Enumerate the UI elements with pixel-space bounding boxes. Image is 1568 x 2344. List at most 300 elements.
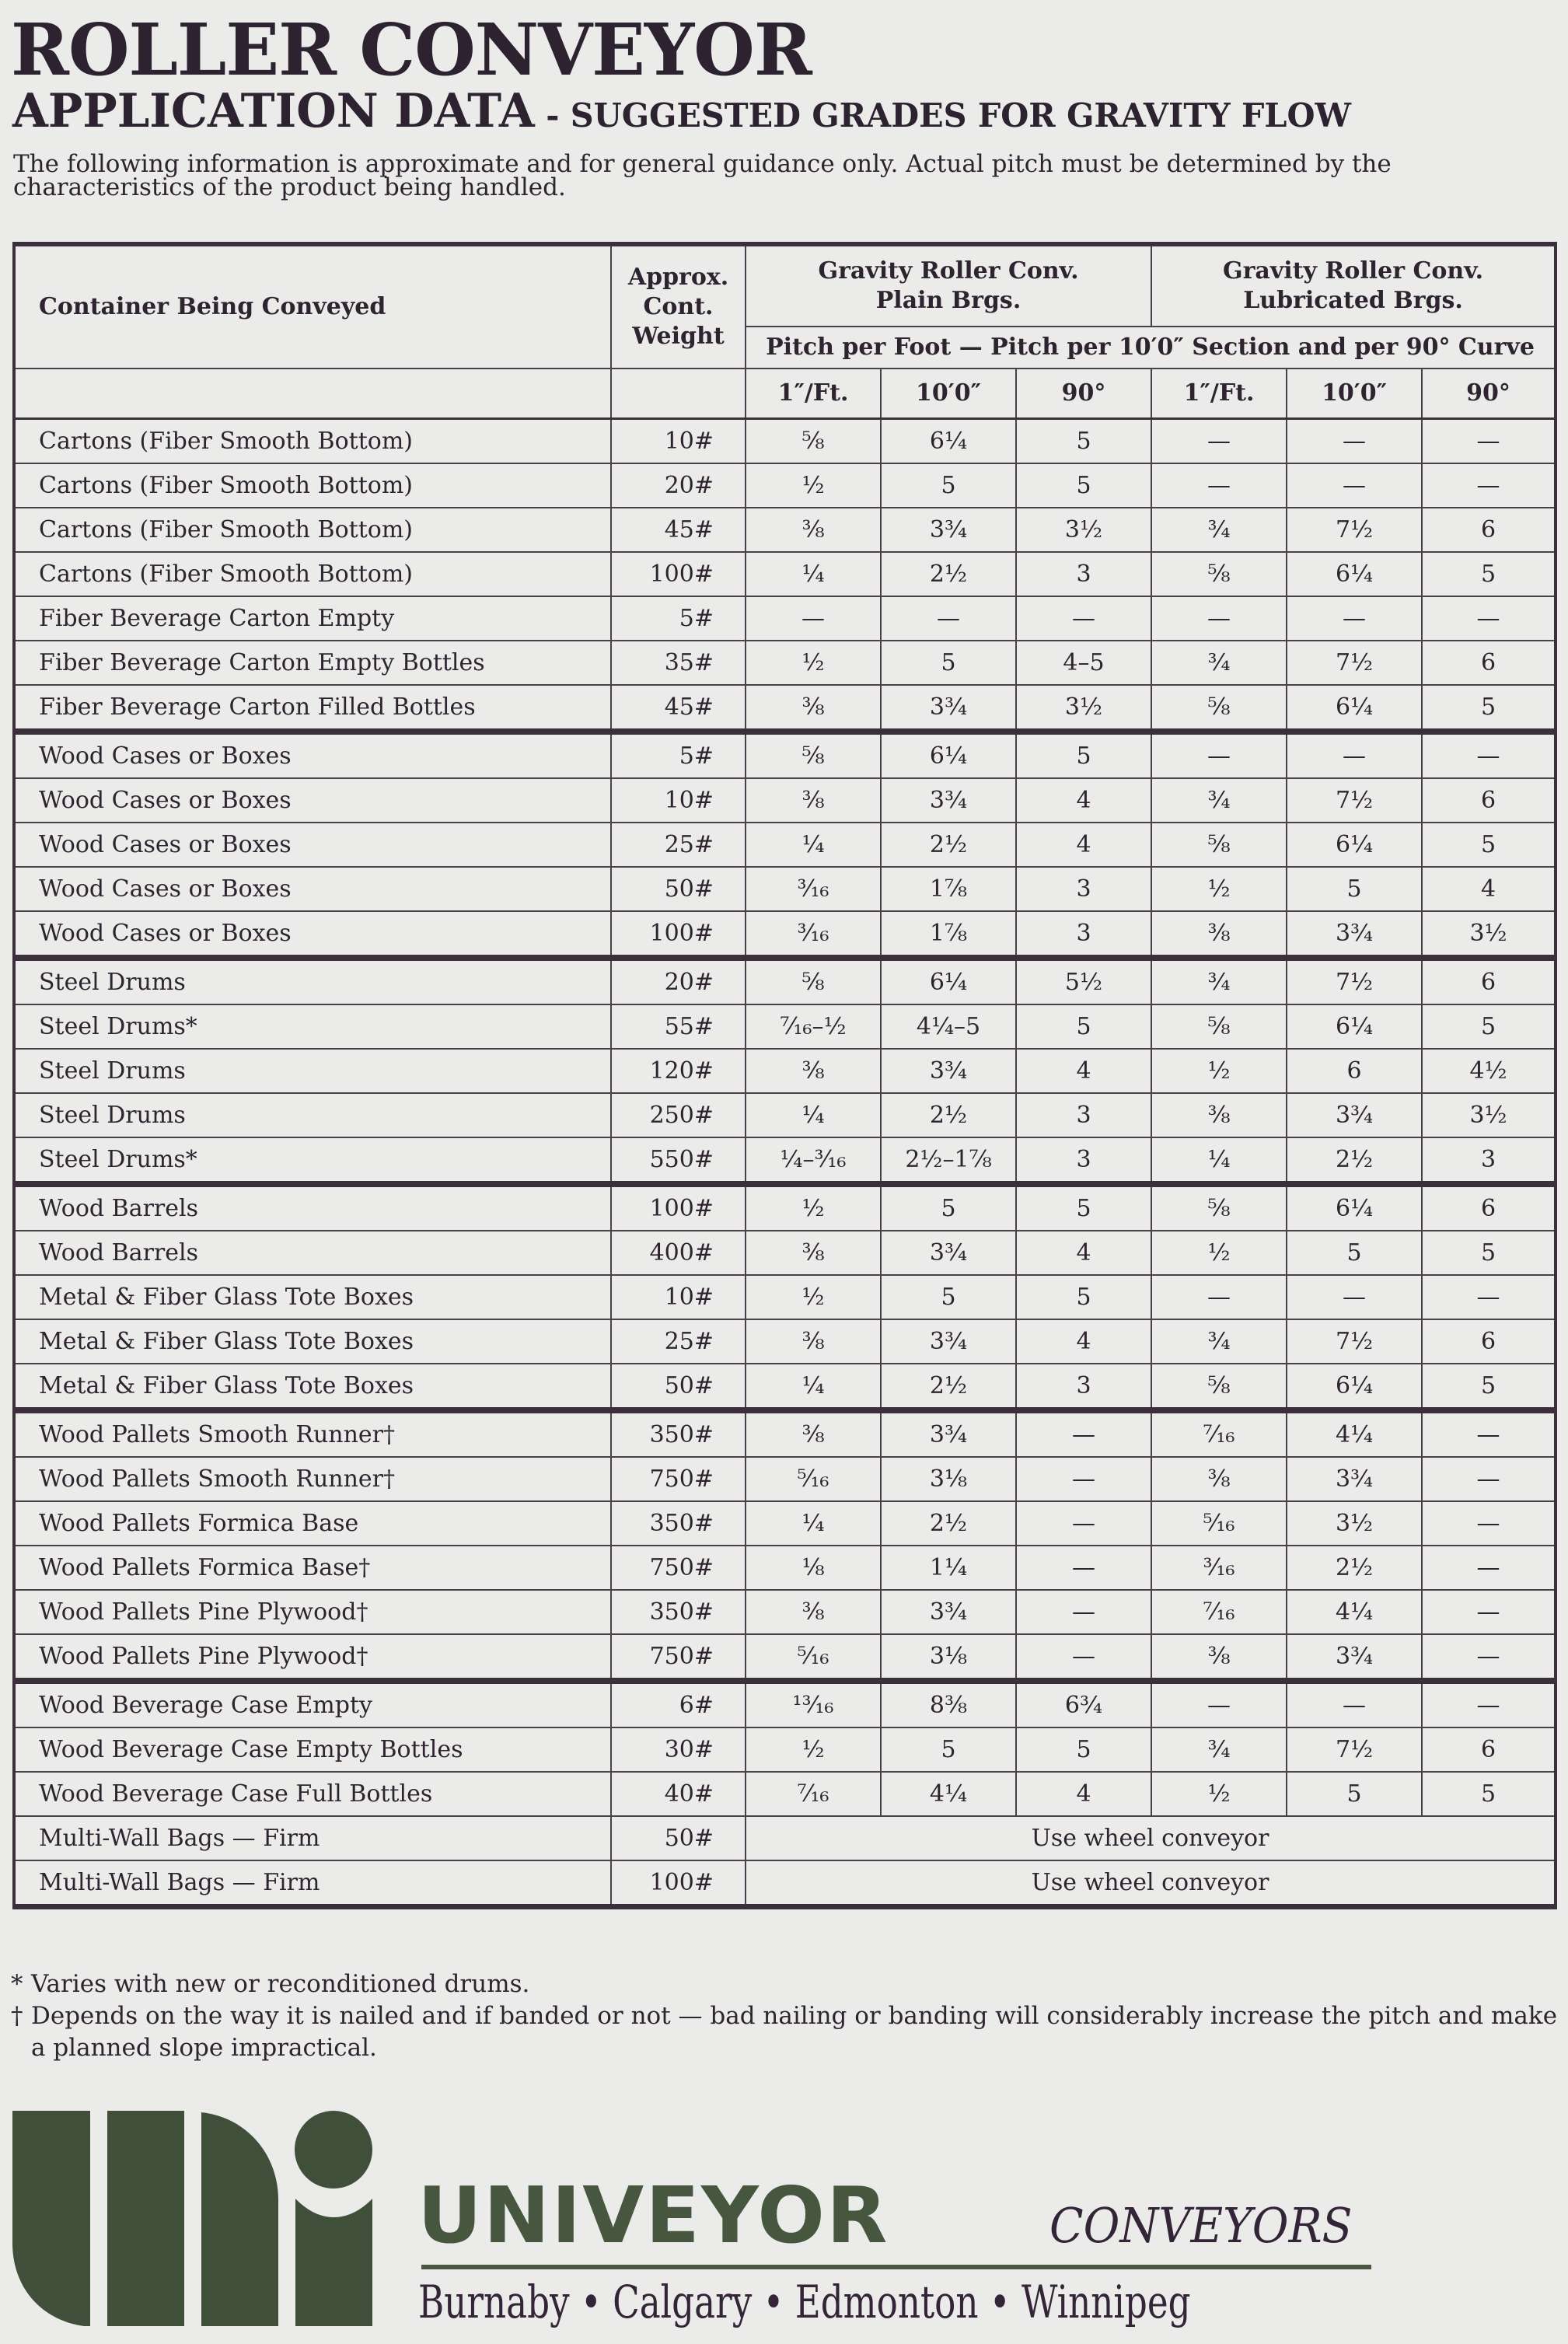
cell-lub-90: — <box>1422 1590 1556 1634</box>
table-row <box>14 1546 1556 1590</box>
cell-plain-90: 4 <box>1016 1231 1151 1275</box>
cell-lub-ft: ⅝ <box>1151 1184 1287 1231</box>
header-weight-line: Weight <box>632 323 725 350</box>
cell-lub-ft: ⅝ <box>1151 552 1287 596</box>
cell-plain-ft: ³⁄₁₆ <box>746 867 881 911</box>
cell-lub-90: — <box>1422 1681 1556 1727</box>
cell-container: Steel Drums <box>14 1049 611 1093</box>
cell-weight: 35# <box>611 641 746 685</box>
table-row <box>14 1410 1556 1457</box>
cell-lub-ft: ¼ <box>1151 1137 1287 1184</box>
header-weight <box>611 244 746 369</box>
subtitle-separator: - <box>534 96 571 134</box>
cell-plain-10ft: 1¼ <box>881 1546 1016 1590</box>
table-row <box>14 419 1556 464</box>
cell-weight: 100# <box>611 1184 746 1231</box>
table-body <box>14 419 1556 1907</box>
cell-plain-ft: ⅜ <box>746 508 881 552</box>
cell-lub-10ft: — <box>1287 1275 1422 1319</box>
cell-plain-10ft: 4¼–5 <box>881 1004 1016 1049</box>
cell-container: Wood Beverage Case Empty <box>14 1681 611 1727</box>
cell-container: Fiber Beverage Carton Empty <box>14 596 611 641</box>
cell-plain-10ft: 3¾ <box>881 685 1016 732</box>
cell-lub-ft: ⅜ <box>1151 911 1287 958</box>
cell-lub-90: 5 <box>1422 823 1556 867</box>
page-subtitle <box>12 84 1351 143</box>
cell-plain-ft: ¼ <box>746 1093 881 1137</box>
cell-plain-90: — <box>1016 1501 1151 1546</box>
table-row <box>14 1049 1556 1093</box>
header-weight-line: Approx. <box>627 264 729 291</box>
footnote-mark: † <box>11 2002 23 2030</box>
cell-plain-90: — <box>1016 1590 1151 1634</box>
cell-container: Wood Cases or Boxes <box>14 778 611 823</box>
cell-weight: 400# <box>611 1231 746 1275</box>
cell-container: Wood Cases or Boxes <box>14 732 611 778</box>
cell-lub-10ft: 7½ <box>1287 641 1422 685</box>
brand-tagline: CONVEYORS <box>1049 2197 1353 2254</box>
cell-lub-90: — <box>1422 1546 1556 1590</box>
cell-plain-ft: ⅜ <box>746 1410 881 1457</box>
cell-lub-90: 5 <box>1422 552 1556 596</box>
cell-lub-ft: ½ <box>1151 1231 1287 1275</box>
cell-lub-90: 6 <box>1422 641 1556 685</box>
cell-plain-10ft: — <box>881 596 1016 641</box>
cell-lub-ft: — <box>1151 1681 1287 1727</box>
cell-weight: 25# <box>611 1319 746 1364</box>
cell-lub-10ft: 7½ <box>1287 508 1422 552</box>
table-row <box>14 1772 1556 1816</box>
table-row <box>14 1590 1556 1634</box>
cell-container: Wood Pallets Formica Base† <box>14 1546 611 1590</box>
table-row <box>14 823 1556 867</box>
table-row <box>14 1860 1556 1907</box>
cell-lub-ft: ⅜ <box>1151 1093 1287 1137</box>
cell-container: Wood Barrels <box>14 1231 611 1275</box>
cell-plain-ft: ¼ <box>746 1501 881 1546</box>
cell-lub-10ft: 7½ <box>1287 1727 1422 1772</box>
cell-plain-ft: ½ <box>746 1727 881 1772</box>
cell-lub-10ft: 5 <box>1287 867 1422 911</box>
cell-lub-10ft: 3¾ <box>1287 1093 1422 1137</box>
cell-lub-10ft: 7½ <box>1287 1319 1422 1364</box>
table-row <box>14 1093 1556 1137</box>
cell-plain-90: 3 <box>1016 911 1151 958</box>
cell-lub-90: 4 <box>1422 867 1556 911</box>
cell-weight: 5# <box>611 732 746 778</box>
brand-name: UNIVEYOR <box>417 2170 889 2261</box>
cell-plain-ft: ½ <box>746 641 881 685</box>
cell-plain-ft: ½ <box>746 1275 881 1319</box>
table-row <box>14 911 1556 958</box>
cell-container: Steel Drums <box>14 958 611 1004</box>
cell-lub-ft: ⅝ <box>1151 1004 1287 1049</box>
table-row <box>14 463 1556 508</box>
subtitle-rest: SUGGESTED GRADES FOR GRAVITY FLOW <box>570 96 1352 134</box>
cell-plain-90: — <box>1016 1634 1151 1681</box>
cell-lub-ft: ⅜ <box>1151 1457 1287 1501</box>
cell-lub-90: 3½ <box>1422 911 1556 958</box>
cell-container: Steel Drums* <box>14 1004 611 1049</box>
cell-weight: 250# <box>611 1093 746 1137</box>
cell-plain-10ft: 3⅛ <box>881 1634 1016 1681</box>
cell-lub-10ft: — <box>1287 732 1422 778</box>
table-row <box>14 958 1556 1004</box>
table-row <box>14 867 1556 911</box>
cell-plain-90: — <box>1016 1457 1151 1501</box>
cell-lub-10ft: 7½ <box>1287 958 1422 1004</box>
cell-plain-10ft: 3¾ <box>881 1410 1016 1457</box>
cell-plain-ft: — <box>746 596 881 641</box>
header-container: Container Being Conveyed <box>14 244 611 369</box>
cell-plain-90: 5 <box>1016 463 1151 508</box>
table-row <box>14 1275 1556 1319</box>
cell-plain-90: 4 <box>1016 1319 1151 1364</box>
cell-plain-10ft: 5 <box>881 1727 1016 1772</box>
cell-lub-90: 5 <box>1422 685 1556 732</box>
table-row <box>14 685 1556 732</box>
cell-plain-ft: ¹³⁄₁₆ <box>746 1681 881 1727</box>
cell-weight: 25# <box>611 823 746 867</box>
application-data-table <box>12 242 1557 1909</box>
cell-container: Wood Cases or Boxes <box>14 911 611 958</box>
table-row <box>14 1457 1556 1501</box>
header-group-lubricated-line: Gravity Roller Conv. <box>1223 257 1484 285</box>
cell-lub-10ft: — <box>1287 596 1422 641</box>
cell-weight: 5# <box>611 596 746 641</box>
cell-lub-ft: ¾ <box>1151 778 1287 823</box>
cell-container: Cartons (Fiber Smooth Bottom) <box>14 419 611 464</box>
cell-lub-10ft: 2½ <box>1287 1137 1422 1184</box>
cell-plain-ft: ⅜ <box>746 1049 881 1093</box>
cell-plain-10ft: 3¾ <box>881 508 1016 552</box>
table-row <box>14 1231 1556 1275</box>
cell-plain-ft: ¼ <box>746 823 881 867</box>
cell-plain-90: — <box>1016 1546 1151 1590</box>
cell-lub-90: 5 <box>1422 1772 1556 1816</box>
cell-plain-10ft: 3⅛ <box>881 1457 1016 1501</box>
cell-lub-90: — <box>1422 732 1556 778</box>
cell-container: Metal & Fiber Glass Tote Boxes <box>14 1364 611 1410</box>
cell-lub-10ft: — <box>1287 419 1422 464</box>
table-row <box>14 641 1556 685</box>
cell-plain-10ft: 3¾ <box>881 1231 1016 1275</box>
brand-cities: Burnaby • Calgary • Edmonton • Winnipeg <box>418 2276 1191 2328</box>
cell-plain-90: 3½ <box>1016 508 1151 552</box>
cell-container: Wood Cases or Boxes <box>14 867 611 911</box>
cell-lub-ft: ⅝ <box>1151 685 1287 732</box>
cell-weight: 55# <box>611 1004 746 1049</box>
intro-paragraph: The following information is approximate and for general guidance only. Actual pitch must be determined by the characteristics of the product being handled. <box>13 150 1392 201</box>
cell-lub-10ft: 6¼ <box>1287 552 1422 596</box>
cell-lub-90: 6 <box>1422 1184 1556 1231</box>
header-group-lubricated <box>1151 244 1556 327</box>
cell-container: Cartons (Fiber Smooth Bottom) <box>14 552 611 596</box>
cell-weight: 45# <box>611 508 746 552</box>
cell-lub-ft: ⅜ <box>1151 1634 1287 1681</box>
cell-plain-10ft: 1⅞ <box>881 911 1016 958</box>
cell-plain-10ft: 2½ <box>881 552 1016 596</box>
cell-plain-10ft: 5 <box>881 463 1016 508</box>
cell-container: Wood Cases or Boxes <box>14 823 611 867</box>
cell-weight: 50# <box>611 1364 746 1410</box>
cell-plain-ft: ⁵⁄₁₆ <box>746 1457 881 1501</box>
cell-plain-ft: ⅜ <box>746 1231 881 1275</box>
subtitle-main: APPLICATION DATA <box>12 84 535 138</box>
cell-lub-ft: ¾ <box>1151 508 1287 552</box>
cell-plain-ft: ⅜ <box>746 778 881 823</box>
cell-plain-ft: ⅜ <box>746 1590 881 1634</box>
cell-weight: 350# <box>611 1501 746 1546</box>
footnote-text: Depends on the way it is nailed and if banded or not — bad nailing or banding will considerably increase the pitch and make a planned slope impractical. <box>31 2002 1558 2062</box>
cell-weight: 100# <box>611 1860 746 1907</box>
cell-plain-90: 5 <box>1016 1727 1151 1772</box>
cell-lub-ft: ¾ <box>1151 1727 1287 1772</box>
footnotes <box>11 1968 1558 2064</box>
cell-weight: 45# <box>611 685 746 732</box>
cell-plain-10ft: 3¾ <box>881 778 1016 823</box>
cell-weight: 20# <box>611 463 746 508</box>
cell-lub-10ft: 6¼ <box>1287 685 1422 732</box>
cell-weight: 100# <box>611 911 746 958</box>
cell-lub-10ft: 4¼ <box>1287 1410 1422 1457</box>
cell-lub-10ft: 4¼ <box>1287 1590 1422 1634</box>
cell-container: Wood Pallets Pine Plywood† <box>14 1590 611 1634</box>
cell-plain-90: — <box>1016 1410 1151 1457</box>
cell-plain-90: 4 <box>1016 778 1151 823</box>
cell-lub-ft: — <box>1151 596 1287 641</box>
cell-plain-10ft: 6¼ <box>881 958 1016 1004</box>
cell-lub-10ft: 3¾ <box>1287 1457 1422 1501</box>
cell-lub-ft: ½ <box>1151 1049 1287 1093</box>
cell-weight: 10# <box>611 778 746 823</box>
cell-container: Multi-Wall Bags — Firm <box>14 1816 611 1860</box>
table-row <box>14 1501 1556 1546</box>
cell-plain-90: 3 <box>1016 1364 1151 1410</box>
cell-plain-90: 3 <box>1016 1137 1151 1184</box>
cell-lub-10ft: 3½ <box>1287 1501 1422 1546</box>
cell-lub-90: — <box>1422 419 1556 464</box>
cell-lub-90: — <box>1422 1501 1556 1546</box>
cell-plain-ft: ½ <box>746 463 881 508</box>
cell-lub-10ft: 6 <box>1287 1049 1422 1093</box>
cell-plain-ft: ⅜ <box>746 685 881 732</box>
cell-container: Fiber Beverage Carton Empty Bottles <box>14 641 611 685</box>
cell-lub-10ft: 6¼ <box>1287 1004 1422 1049</box>
cell-plain-ft: ¼ <box>746 1364 881 1410</box>
cell-lub-90: 3 <box>1422 1137 1556 1184</box>
table-row <box>14 732 1556 778</box>
brand-divider <box>421 2265 1371 2269</box>
cell-plain-90: 3 <box>1016 867 1151 911</box>
footnote-mark: * <box>11 1970 23 1998</box>
cell-plain-90: 4 <box>1016 1049 1151 1093</box>
cell-lub-ft: ⁷⁄₁₆ <box>1151 1410 1287 1457</box>
cell-container: Wood Beverage Case Full Bottles <box>14 1772 611 1816</box>
cell-plain-10ft: 4¼ <box>881 1772 1016 1816</box>
header-group-plain <box>746 244 1151 327</box>
cell-plain-10ft: 2½–1⅞ <box>881 1137 1016 1184</box>
cell-lub-ft: ⅝ <box>1151 823 1287 867</box>
footnote-asterisk <box>11 1968 1558 2000</box>
header-group-lubricated-line: Lubricated Brgs. <box>1243 287 1463 314</box>
cell-lub-ft: — <box>1151 732 1287 778</box>
cell-weight: 350# <box>611 1410 746 1457</box>
cell-lub-10ft: — <box>1287 463 1422 508</box>
header-group-plain-line: Plain Brgs. <box>875 287 1021 314</box>
cell-plain-ft: ⅝ <box>746 732 881 778</box>
cell-plain-90: 5 <box>1016 1184 1151 1231</box>
cell-weight: 750# <box>611 1634 746 1681</box>
cell-lub-90: 3½ <box>1422 1093 1556 1137</box>
table-row <box>14 1634 1556 1681</box>
cell-note: Use wheel conveyor <box>746 1860 1556 1907</box>
table-row <box>14 1816 1556 1860</box>
cell-lub-90: 5 <box>1422 1364 1556 1410</box>
cell-weight: 10# <box>611 419 746 464</box>
cell-plain-10ft: 2½ <box>881 1501 1016 1546</box>
subheader-plain-10ft: 10′0″ <box>881 369 1016 419</box>
cell-weight: 6# <box>611 1681 746 1727</box>
footnote-dagger <box>11 2000 1558 2064</box>
cell-lub-ft: ⁷⁄₁₆ <box>1151 1590 1287 1634</box>
cell-plain-ft: ⅝ <box>746 958 881 1004</box>
cell-plain-10ft: 2½ <box>881 1093 1016 1137</box>
cell-plain-ft: ⁵⁄₁₆ <box>746 1634 881 1681</box>
cell-container: Wood Beverage Case Empty Bottles <box>14 1727 611 1772</box>
table-row <box>14 1184 1556 1231</box>
cell-plain-90: 3½ <box>1016 685 1151 732</box>
cell-container: Wood Barrels <box>14 1184 611 1231</box>
cell-plain-10ft: 3¾ <box>881 1590 1016 1634</box>
footnote-text: Varies with new or reconditioned drums. <box>31 1970 530 1998</box>
table-row <box>14 1364 1556 1410</box>
cell-plain-90: 6¾ <box>1016 1681 1151 1727</box>
cell-weight: 30# <box>611 1727 746 1772</box>
table-row <box>14 1727 1556 1772</box>
cell-plain-90: 5 <box>1016 1275 1151 1319</box>
cell-lub-90: — <box>1422 1634 1556 1681</box>
cell-container: Wood Pallets Smooth Runner† <box>14 1457 611 1501</box>
cell-lub-90: — <box>1422 1275 1556 1319</box>
cell-lub-ft: ³⁄₁₆ <box>1151 1546 1287 1590</box>
header-blank <box>611 369 746 419</box>
cell-lub-ft: — <box>1151 463 1287 508</box>
cell-lub-10ft: 3¾ <box>1287 1634 1422 1681</box>
cell-plain-10ft: 2½ <box>881 823 1016 867</box>
cell-weight: 100# <box>611 552 746 596</box>
cell-plain-90: — <box>1016 596 1151 641</box>
cell-plain-10ft: 5 <box>881 641 1016 685</box>
cell-lub-10ft: — <box>1287 1681 1422 1727</box>
cell-lub-90: 6 <box>1422 1319 1556 1364</box>
cell-container: Cartons (Fiber Smooth Bottom) <box>14 463 611 508</box>
cell-lub-10ft: 6¼ <box>1287 1364 1422 1410</box>
cell-plain-10ft: 3¾ <box>881 1319 1016 1364</box>
cell-container: Steel Drums* <box>14 1137 611 1184</box>
cell-lub-ft: ¾ <box>1151 1319 1287 1364</box>
table-row <box>14 596 1556 641</box>
cell-container: Metal & Fiber Glass Tote Boxes <box>14 1319 611 1364</box>
cell-container: Steel Drums <box>14 1093 611 1137</box>
header-blank <box>14 369 611 419</box>
cell-lub-ft: — <box>1151 419 1287 464</box>
cell-plain-10ft: 3¾ <box>881 1049 1016 1093</box>
cell-plain-10ft: 8⅜ <box>881 1681 1016 1727</box>
cell-lub-90: 6 <box>1422 1727 1556 1772</box>
cell-lub-90: — <box>1422 1410 1556 1457</box>
cell-lub-10ft: 6¼ <box>1287 1184 1422 1231</box>
header-group-plain-line: Gravity Roller Conv. <box>818 257 1079 285</box>
cell-plain-ft: ⁷⁄₁₆–½ <box>746 1004 881 1049</box>
cell-weight: 120# <box>611 1049 746 1093</box>
cell-plain-90: 5½ <box>1016 958 1151 1004</box>
cell-plain-90: 4 <box>1016 823 1151 867</box>
cell-plain-ft: ¼ <box>746 552 881 596</box>
table-row <box>14 1681 1556 1727</box>
cell-lub-90: 5 <box>1422 1231 1556 1275</box>
cell-lub-10ft: 6¼ <box>1287 823 1422 867</box>
cell-plain-ft: ⁷⁄₁₆ <box>746 1772 881 1816</box>
table-row <box>14 778 1556 823</box>
cell-plain-10ft: 5 <box>881 1275 1016 1319</box>
header-weight-line: Cont. <box>643 293 714 320</box>
cell-weight: 50# <box>611 867 746 911</box>
cell-plain-90: 5 <box>1016 1004 1151 1049</box>
cell-lub-ft: ⅝ <box>1151 1364 1287 1410</box>
subheader-plain-90: 90° <box>1016 369 1151 419</box>
cell-container: Cartons (Fiber Smooth Bottom) <box>14 508 611 552</box>
cell-plain-90: 4–5 <box>1016 641 1151 685</box>
cell-lub-10ft: 2½ <box>1287 1546 1422 1590</box>
cell-lub-ft: ¾ <box>1151 641 1287 685</box>
cell-plain-10ft: 6¼ <box>881 419 1016 464</box>
subheader-plain-ft: 1″/Ft. <box>746 369 881 419</box>
cell-plain-ft: ½ <box>746 1184 881 1231</box>
cell-container: Fiber Beverage Carton Filled Bottles <box>14 685 611 732</box>
cell-weight: 40# <box>611 1772 746 1816</box>
cell-plain-ft: ⁵⁄₈ <box>746 419 881 464</box>
cell-weight: 750# <box>611 1546 746 1590</box>
cell-lub-90: 6 <box>1422 958 1556 1004</box>
cell-lub-90: — <box>1422 1457 1556 1501</box>
cell-lub-90: 5 <box>1422 1004 1556 1049</box>
cell-plain-90: 3 <box>1016 552 1151 596</box>
cell-lub-10ft: 3¾ <box>1287 911 1422 958</box>
subheader-lub-90: 90° <box>1422 369 1556 419</box>
cell-plain-10ft: 2½ <box>881 1364 1016 1410</box>
table-row <box>14 552 1556 596</box>
cell-plain-10ft: 5 <box>881 1184 1016 1231</box>
table-row <box>14 1137 1556 1184</box>
header-pitch: Pitch per Foot — Pitch per 10′0″ Section and per 90° Curve <box>746 327 1556 369</box>
cell-note: Use wheel conveyor <box>746 1816 1556 1860</box>
cell-lub-90: — <box>1422 596 1556 641</box>
cell-weight: 550# <box>611 1137 746 1184</box>
cell-plain-90: 5 <box>1016 419 1151 464</box>
cell-lub-ft: ½ <box>1151 867 1287 911</box>
cell-weight: 350# <box>611 1590 746 1634</box>
cell-container: Wood Pallets Pine Plywood† <box>14 1634 611 1681</box>
cell-plain-90: 3 <box>1016 1093 1151 1137</box>
cell-weight: 750# <box>611 1457 746 1501</box>
cell-container: Multi-Wall Bags — Firm <box>14 1860 611 1907</box>
cell-lub-ft: ⁵⁄₁₆ <box>1151 1501 1287 1546</box>
cell-lub-ft: — <box>1151 1275 1287 1319</box>
table-row <box>14 1319 1556 1364</box>
page-title: ROLLER CONVEYOR <box>11 8 812 92</box>
cell-plain-90: 5 <box>1016 732 1151 778</box>
